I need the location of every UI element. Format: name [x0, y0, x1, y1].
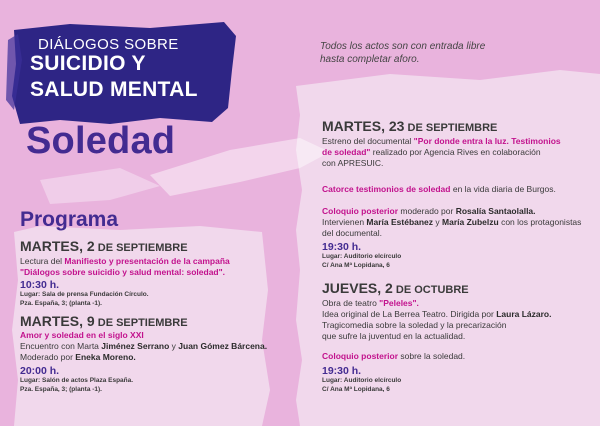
event-3-location-1: Lugar: Auditorio elcírculo — [322, 253, 402, 260]
event-3-time: 19:30 h. — [322, 241, 362, 253]
event-3-line-3: con APRESUIC. — [322, 158, 384, 168]
event-3-line-2b: realizado por Agencia Rives en colaboración — [370, 147, 541, 157]
event-4-location-1: Lugar: Auditorio elcírculo — [322, 377, 402, 384]
page-subtitle: Soledad — [26, 120, 176, 162]
event-3-location-2: C/ Ana Mª Lopidana, 6 — [322, 261, 390, 269]
event-1-day: MARTES, 2 — [20, 238, 95, 254]
header-line-2: SUICIDIO Y — [30, 52, 146, 75]
event-3-line-6a: Intervienen — [322, 217, 367, 227]
event-4-day: JUEVES, 2 — [322, 280, 393, 296]
event-2-speaker-2: Juan Gómez Bárcena. — [178, 341, 268, 351]
event-3-documentary-end: de soledad" — [322, 147, 371, 157]
event-1-time: 10:30 h. — [20, 279, 60, 291]
event-4-director: Laura Lázaro. — [496, 309, 552, 319]
event-4-line-1a: Obra de teatro — [322, 298, 380, 308]
event-3-day: MARTES, 23 — [322, 118, 405, 134]
event-1-campaign: "Diálogos sobre suicidio y salud mental: soledad". — [20, 267, 226, 277]
event-2-month: DE SEPTIEMBRE — [94, 317, 188, 329]
event-1-location-2: Pza. España, 3; (planta -1). — [20, 299, 102, 307]
event-3-and: y — [433, 217, 443, 227]
event-2-and: y — [169, 341, 179, 351]
event-3 — [322, 118, 581, 270]
event-4-line-5b: sobre la soledad. — [398, 351, 466, 361]
event-3-line-2 — [322, 147, 581, 158]
event-3-line-5 — [322, 206, 581, 217]
note-line-2: hasta completar aforo. — [320, 54, 420, 65]
free-entry-note — [320, 40, 485, 66]
event-1-line-1a: Lectura del — [20, 256, 65, 266]
event-3-line-6 — [322, 217, 581, 228]
event-2-day: MARTES, 9 — [20, 313, 95, 329]
header-line-1: DIÁLOGOS SOBRE — [38, 36, 179, 53]
event-3-date — [322, 118, 581, 134]
event-3-line-5b: moderado por — [398, 206, 456, 216]
event-3-line-1a: Estreno del documental — [322, 136, 414, 146]
event-3-speaker-1: María Estébanez — [366, 217, 434, 227]
event-2-title: Amor y soledad en el siglo XXI — [20, 330, 144, 340]
event-2-line-2a: Encuentro con Marta — [20, 341, 102, 351]
event-4-date — [322, 280, 551, 296]
event-4-line-1 — [322, 298, 551, 309]
event-2-speaker-1: Jiménez Serrano — [101, 341, 170, 351]
event-2-line-3a: Moderado por — [20, 352, 76, 362]
event-3-line-7: del documental. — [322, 228, 383, 238]
event-3-speaker-2: María Zubelzu — [442, 217, 499, 227]
event-2 — [20, 313, 267, 394]
event-4-line-4: que sufre la juventud en la actualidad. — [322, 331, 466, 341]
event-1 — [20, 238, 230, 308]
event-2-location-1: Lugar: Salón de actos Plaza España. — [20, 377, 134, 384]
event-4-line-2a: Idea original de La Berrea Teatro. Dirigida por — [322, 309, 497, 319]
event-1-line-1 — [20, 256, 230, 267]
event-4-line-3: Tragicomedia sobre la soledad y la precarización — [322, 320, 507, 330]
event-2-date — [20, 313, 267, 329]
event-4-line-5 — [322, 351, 551, 362]
event-1-date — [20, 238, 230, 254]
event-1-month: DE SEPTIEMBRE — [94, 242, 188, 254]
event-2-location-2: Pza. España, 3; (planta -1). — [20, 385, 102, 393]
event-4-coloquio: Coloquio posterior — [322, 351, 399, 361]
event-2-line-2 — [20, 341, 267, 352]
event-3-line-4b: en la vida diaria de Burgos. — [450, 184, 556, 194]
event-4-month: DE OCTUBRE — [392, 284, 469, 296]
event-2-time: 20:00 h. — [20, 365, 60, 377]
event-1-location-1: Lugar: Sala de prensa Fundación Círculo. — [20, 291, 149, 298]
event-3-line-1 — [322, 136, 581, 147]
event-4-line-2 — [322, 309, 551, 320]
event-3-month: DE SEPTIEMBRE — [404, 122, 498, 134]
event-4-location-2: C/ Ana Mª Lopidana, 6 — [322, 385, 390, 393]
event-2-line-3 — [20, 352, 267, 363]
event-2-moderator: Eneka Moreno. — [75, 352, 136, 362]
event-3-documentary: "Por donde entra la luz. Testimonios — [413, 136, 561, 146]
event-3-coloquio: Coloquio posterior — [322, 206, 399, 216]
header-line-3: SALUD MENTAL — [30, 78, 198, 101]
event-3-line-4 — [322, 184, 581, 195]
note-line-1: Todos los actos son con entrada libre — [320, 41, 486, 52]
programa-title: Programa — [20, 208, 119, 231]
event-4-play-title: "Peleles". — [379, 298, 419, 308]
event-4-time: 19:30 h. — [322, 365, 362, 377]
event-3-testimonios: Catorce testimonios de soledad — [322, 184, 451, 194]
event-1-manifesto: Manifiesto y presentación de la campaña — [64, 256, 230, 266]
event-3-line-6e: con los protagonistas — [498, 217, 582, 227]
event-3-moderator: Rosalía Santaolalla. — [455, 206, 536, 216]
event-4 — [322, 280, 551, 394]
